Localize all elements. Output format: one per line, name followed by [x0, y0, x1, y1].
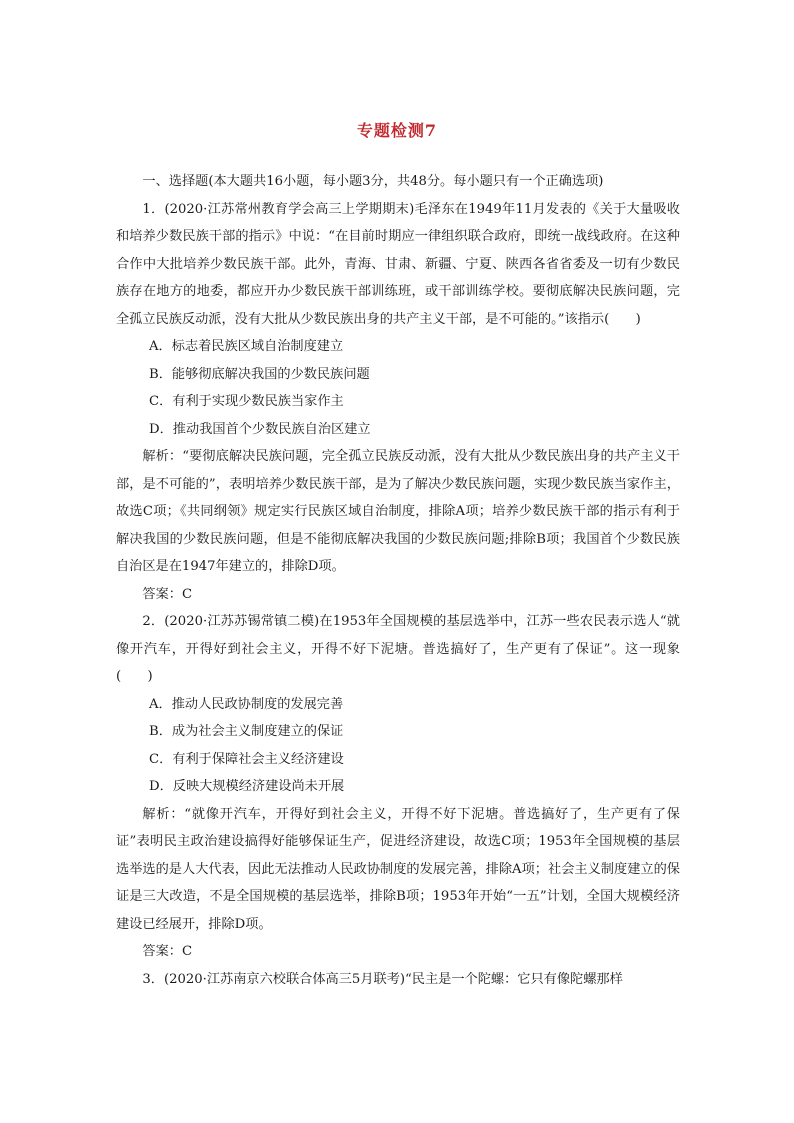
- option: B．能够彻底解决我国的少数民族问题: [149, 366, 370, 382]
- option: C．有利于实现少数民族当家作主: [149, 394, 344, 409]
- option: A．推动人民政协制度的发展完善: [149, 696, 344, 712]
- option: A．标志着民族区域自治制度建立: [149, 339, 344, 354]
- answer: 答案：C: [142, 586, 193, 602]
- option: C．有利于保障社会主义经济建设: [149, 751, 344, 767]
- section-header: 一、选择题(本大题共16小题，每小题3分，共48分。每小题只有一个正确选项): [142, 174, 604, 189]
- question-stem: 3．(2020·江苏南京六校联合体高三5月联考)“民主是一个陀螺：它只有像陀螺那样: [142, 971, 623, 987]
- document-body: [116, 168, 680, 993]
- option: B．成为社会主义制度建立的保证: [149, 724, 344, 739]
- question-stem: 1．(2020·江苏常州教育学会高三上学期期末)毛泽东在1949年11月发表的《关于大量吸收和培养少数民族干部的指示》中说：“在目前时期应一律组织联合政府，即统一战线政府。在这种合作中大批培养少数民族干部。此外，青海、甘肃、新疆、宁夏、陕西各省省委及一切有少数民族存在地方的地委，都应开办少数民族干部训练班，或干部训练学校。要彻底解决民族问题，完全孤立民族反动派，没有大批从少数民族出身的共产主义干部，是不可能的。”该指示( ): [116, 201, 680, 327]
- analysis: 解析：“就像开汽车，开得好到社会主义，开得不好下泥塘。普选搞好了，生产更有了保证”表明民主政治建设搞得好能够保证生产，促进经济建设，故选C项；1953年全国规模的基层选举选的是人大代表，因此无法推动人民政协制度的发展完善，排除A项；社会主义制度建立的保证是三大改造，不是全国规模的基层选举，排除B项；1953年开始“一五”计划，全国大规模经济建设已经展开，排除D项。: [116, 806, 680, 932]
- answer: 答案：C: [142, 944, 193, 959]
- option: D．反映大规模经济建设尚未开展: [149, 779, 345, 794]
- question-stem: 2．(2020·江苏苏锡常镇二模)在1953年全国规模的基层选举中，江苏一些农民表示选人“就像开汽车，开得好到社会主义，开得不好下泥塘。普选搞好了，生产更有了保证”。这一现象( ): [116, 614, 680, 684]
- option: D．推动我国首个少数民族自治区建立: [149, 421, 371, 437]
- analysis: 解析：“要彻底解决民族问题，完全孤立民族反动派，没有大批从少数民族出身的共产主义干部，是不可能的”，表明培养少数民族干部，是为了解决少数民族问题，实现少数民族当家作主，故选C项；《共同纲领》规定实行民族区域自治制度，排除A项；培养少数民族干部的指示有利于解决我国的少数民族问题，但是不能彻底解决我国的少数民族问题;排除B项；我国首个少数民族自治区是在1947年建立的，排除D项。: [116, 449, 680, 574]
- document-title: 专题检测7: [356, 121, 438, 140]
